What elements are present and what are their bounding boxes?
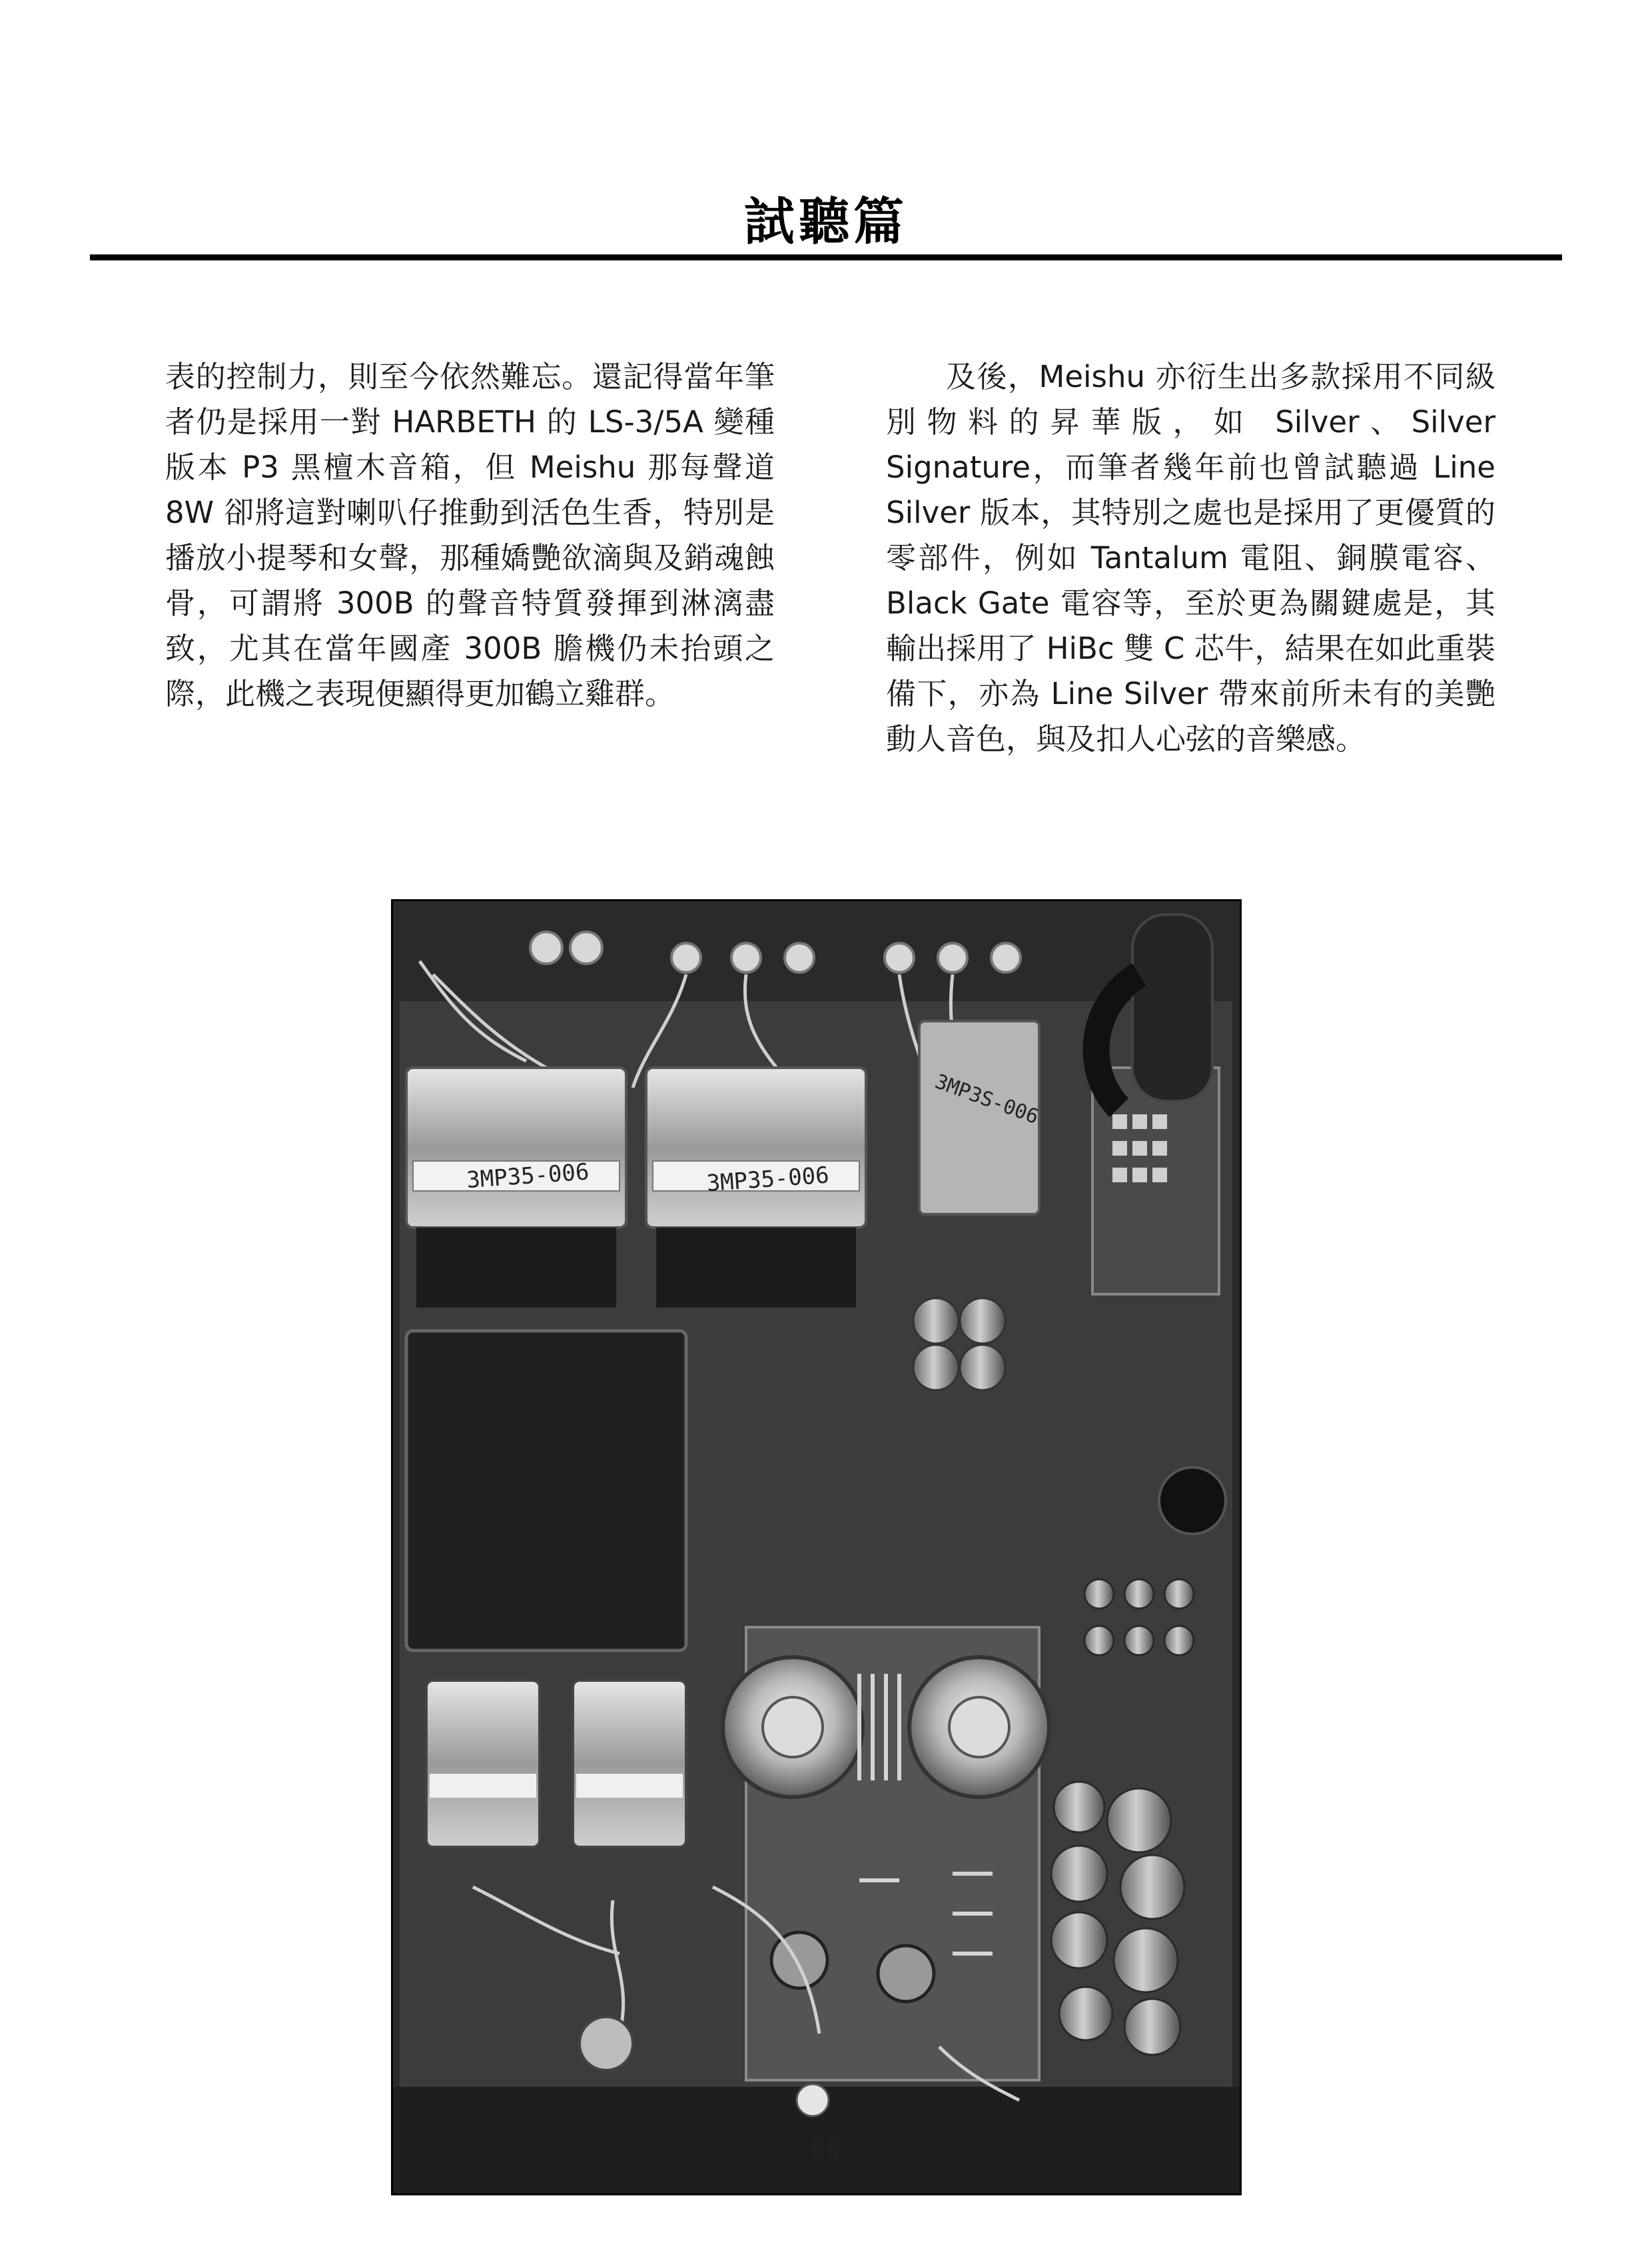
transformer-label-1: 3MP35-006 (466, 1158, 590, 1194)
header-rule (90, 254, 1562, 260)
choke-transformer (919, 1021, 1042, 1214)
transformer-label-2: 3MP35-006 (705, 1162, 830, 1198)
output-transformer-right (646, 1068, 866, 1308)
power-transformer-cover (406, 1331, 686, 1651)
page-number: 55 (811, 2138, 841, 2165)
amplifier-interior-illustration (393, 901, 1240, 2193)
page-title: 試聽篇 (744, 192, 908, 251)
body-column-left (165, 354, 775, 717)
amplifier-interior-photo (391, 899, 1242, 2195)
body-column-right (886, 354, 1495, 762)
body-paragraph-left: 表的控制力，則至今依然難忘。還記得當年筆者仍是採用一對 HARBETH 的 LS-3/5A 變種版本 P3 黑檀木音箱，但 Meishu 那每聲道 8W 卻將這對喇叭仔推動到活色生香，特別是播放小提琴和女聲，那種嬌艷欲滴與及銷魂蝕骨，可謂將 300B 的聲音特質發揮到淋漓盡致，尤其在當年國產 300B 膽機仍未抬頭之際，此機之表現便顯得更加鶴立雞群。 (165, 359, 775, 711)
output-transformer-left (406, 1068, 626, 1308)
transformer-label-3: 3MP3S-006 (932, 1070, 1042, 1129)
body-paragraph-right: 及後，Meishu 亦衍生出多款採用不同級別物料的昇華版，如 Silver、Silver Signature，而筆者幾年前也曾試聽過 Line Silver 版本，其特別之處也是採用了更優質的零部件，例如 Tantalum 電阻、銅膜電容、Black Gate 電容等，至於更為關鍵處是，其輸出採用了 HiBc 雙 C 芯牛，結果在如此重裝備下，亦為 Line Silver 帶來前所未有的美艷動人音色，與及扣人心弦的音樂感。 (886, 359, 1495, 757)
